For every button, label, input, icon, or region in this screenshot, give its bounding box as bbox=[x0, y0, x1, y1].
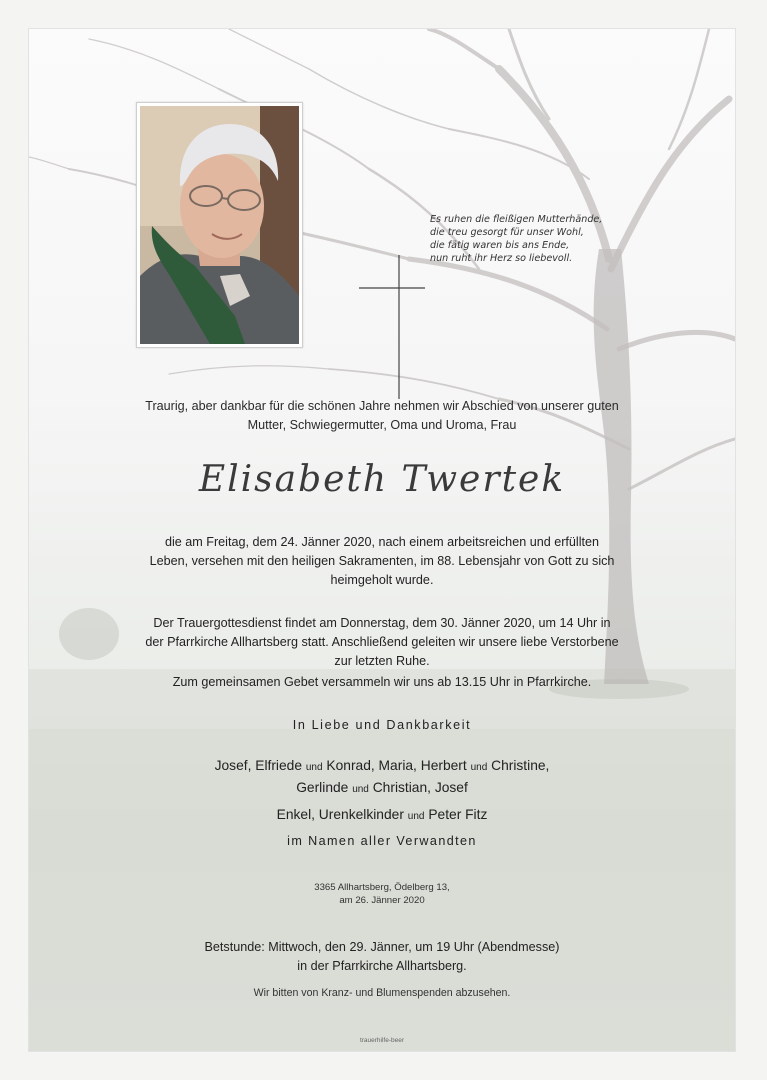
prayer-info: Zum gemeinsamen Gebet versammeln wir uns ab 13.15 Uhr in Pfarrkirche. bbox=[172, 675, 592, 689]
parte-page bbox=[28, 28, 736, 1052]
mourners-line bbox=[29, 778, 735, 800]
conjunction: und bbox=[470, 762, 488, 773]
poem-line: Es ruhen die fleißigen Mutterhände, bbox=[430, 214, 603, 225]
poem-line: die fätig waren bis ans Ende, bbox=[430, 240, 570, 251]
betstunde-line: Betstunde: Mittwoch, den 29. Jänner, um 19 Uhr (Abendmesse) bbox=[204, 940, 560, 954]
conjunction: und bbox=[352, 784, 369, 795]
funeral-info bbox=[29, 614, 735, 671]
betstunde-line: in der Pfarrkirche Allhartsberg. bbox=[297, 959, 467, 973]
mourners-list bbox=[29, 756, 735, 827]
relatives-line: im Namen aller Verwandten bbox=[287, 834, 477, 848]
death-notice-line: heimgeholt wurde. bbox=[330, 573, 434, 587]
poem-line: nun ruht ihr Herz so liebevoll. bbox=[430, 253, 573, 264]
funeral-line: Der Trauergottesdienst findet am Donnerstag, dem 30. Jänner 2020, um 14 Uhr in bbox=[153, 616, 611, 630]
mourner-names: Christian, Josef bbox=[372, 780, 468, 795]
address-line: 3365 Allhartsberg, Ödelberg 13, bbox=[314, 882, 450, 893]
intro-text bbox=[29, 397, 735, 435]
conjunction: und bbox=[305, 762, 323, 773]
intro-line: Traurig, aber dankbar für die schönen Jahre nehmen wir Abschied von unserer guten bbox=[145, 399, 619, 413]
mourners-line bbox=[29, 756, 735, 778]
conjunction: und bbox=[407, 811, 425, 822]
mourner-names: Enkel, Urenkelkinder bbox=[276, 807, 404, 822]
betstunde-info bbox=[29, 938, 735, 976]
address-date: am 26. Jänner 2020 bbox=[339, 895, 425, 906]
poem-line: die treu gesorgt für unser Wohl, bbox=[430, 227, 584, 238]
funeral-line: der Pfarrkirche Allhartsberg statt. Anschließend geleiten wir unsere liebe Verstorbene bbox=[145, 635, 619, 649]
flower-request: Wir bitten von Kranz- und Blumenspenden abzusehen. bbox=[253, 987, 511, 999]
poem bbox=[430, 213, 670, 265]
mourner-names: Josef, Elfriede bbox=[214, 758, 303, 773]
death-notice-line: die am Freitag, dem 24. Jänner 2020, nach einem arbeitsreichen und erfüllten bbox=[164, 535, 600, 549]
mourner-names: Christine, bbox=[491, 758, 550, 773]
portrait-frame bbox=[136, 102, 303, 348]
mourner-names: Gerlinde bbox=[296, 780, 349, 795]
mourner-names: Peter Fitz bbox=[428, 807, 488, 822]
intro-line: Mutter, Schwiegermutter, Oma und Uroma, Frau bbox=[247, 418, 517, 432]
address-block bbox=[29, 881, 735, 907]
portrait-photo bbox=[140, 106, 299, 344]
footer-credit: trauerhilfe-beer bbox=[359, 1037, 405, 1044]
cross-icon bbox=[359, 255, 425, 399]
mourner-names: Konrad, Maria, Herbert bbox=[326, 758, 467, 773]
funeral-line: zur letzten Ruhe. bbox=[334, 654, 430, 668]
death-notice bbox=[29, 533, 735, 590]
death-notice-line: Leben, versehen mit den heiligen Sakramenten, im 88. Lebensjahr von Gott zu sich bbox=[149, 554, 615, 568]
deceased-name: Elisabeth Twertek bbox=[198, 459, 566, 500]
gratitude-line: In Liebe und Dankbarkeit bbox=[292, 718, 472, 732]
mourners-line bbox=[29, 805, 735, 827]
